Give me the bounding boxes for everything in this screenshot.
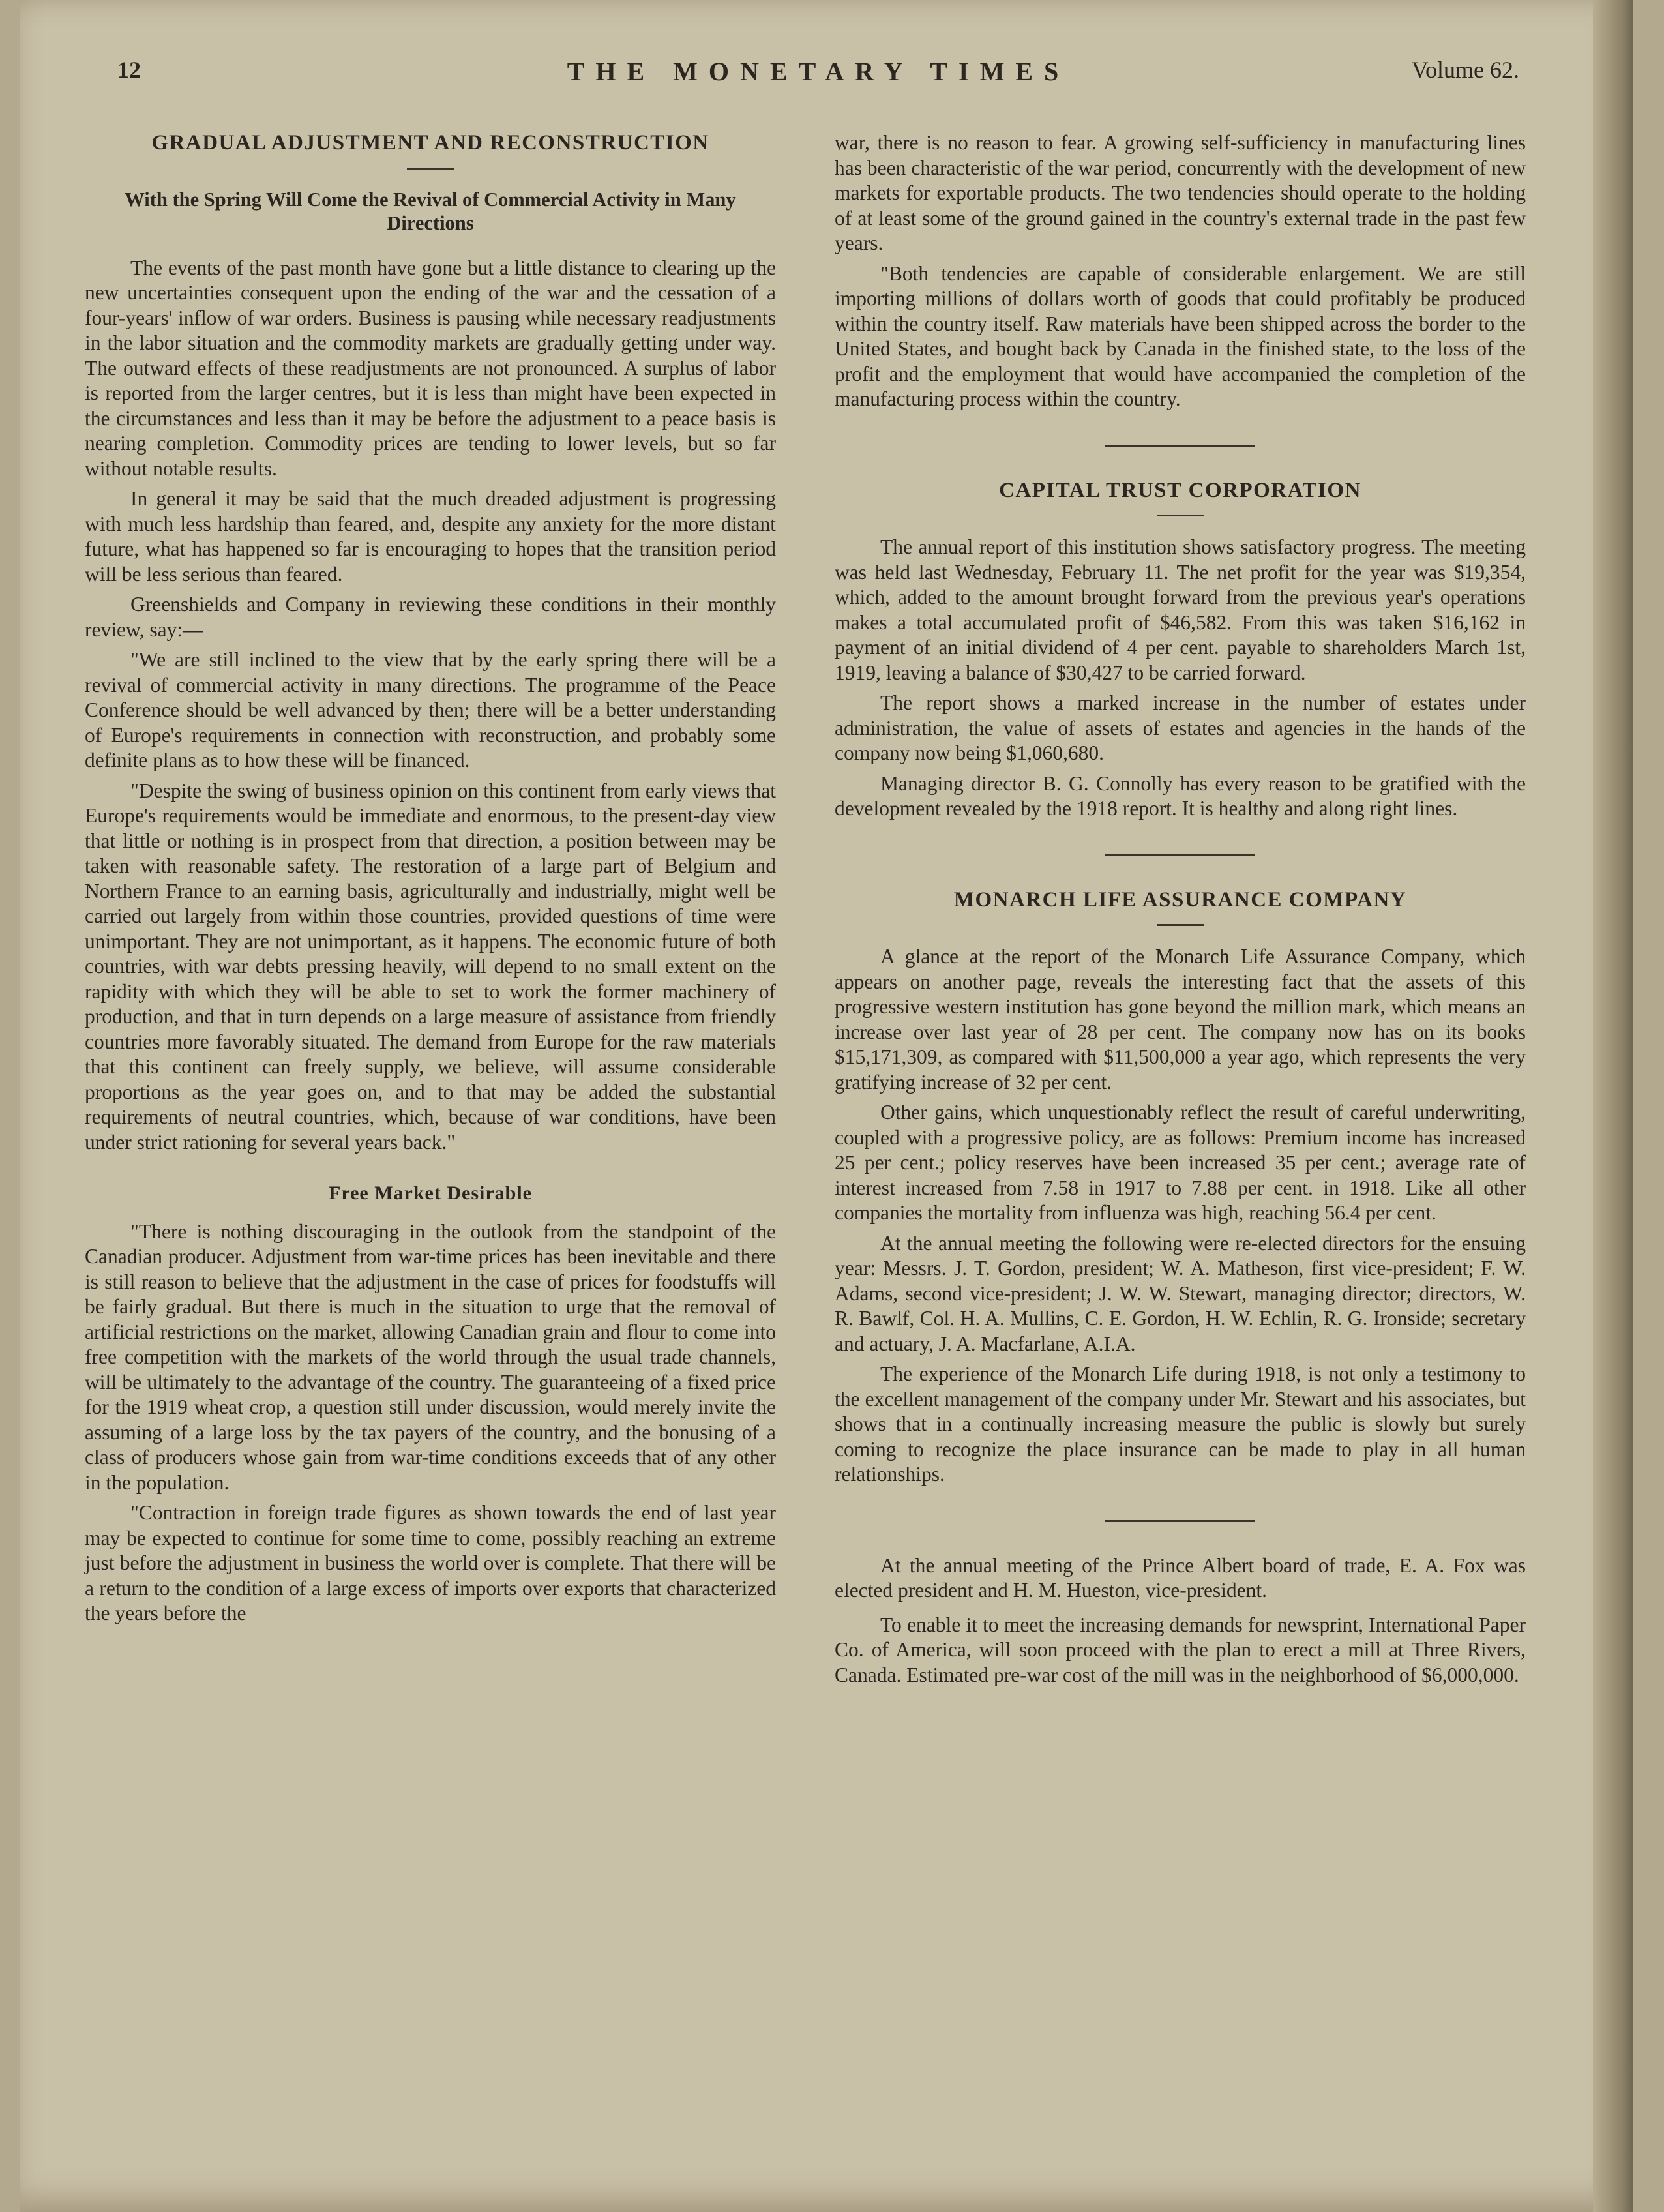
paragraph: "There is nothing discouraging in the outlook from the standpoint of the Canadian producer. Adjustment from war-time prices has been inevitable and there is still reason to believe that the adjustment in the case of prices for foodstuffs will be fairly gradual. But there is much in the situation to urge that the removal of artificial restrictions on the market, allowing Canadian grain and flour to come into free competition with the markets of the world through the usual trade channels, will be ultimately to the advantage of the country. The guaranteeing of a fixed price for the 1919 wheat crop, a question still under discussion, would merely invite the assuming of a large loss by the tax payers of the country, and the bonusing of a class of producers whose gain from war-time conditions exceeds that of any other in the population. (85, 1219, 776, 1494)
paragraph: The events of the past month have gone but a little distance to clearing up the new uncertainties consequent upon the ending of the war and the cessation of a four-years' inflow of war orders. Business is pausing while necessary readjustments in the labor situation and the commodity markets are gradually getting under way. The outward effects of these readjustments are not pronounced. A surplus of labor is reported from the larger centres, but it is less than might have been expected in the circumstances and less than it may be before the adjustment to a peace basis is nearing completion. Commodity prices are tending to lower levels, but so far without notable results. (85, 256, 776, 480)
section-divider (1105, 445, 1255, 447)
page-header (117, 56, 1519, 95)
title-rule (1157, 924, 1204, 926)
paragraph: In general it may be said that the much dreaded adjustment is progressing with much less hardship than feared, and, despite any anxiety for the more distant future, what has happened so far is encouraging to hopes that the transition period will be less serious than feared. (85, 487, 776, 586)
paragraph: At the annual meeting the following were re-elected directors for the ensuing year: Messrs. J. T. Gordon, president; W. A. Matheson, first vice-president; F. W. Adams, second vice-president; J. W. W. Stewart, managing director; directors, W. R. Bawlf, Col. H. A. Mullins, C. E. Gordon, H. W. Echlin, R. G. Ironside; secretary and actuary, J. A. Macfarlane, A.I.A. (835, 1231, 1526, 1355)
page (20, 0, 1633, 2212)
article-title: MONARCH LIFE ASSURANCE COMPANY (953, 888, 1407, 912)
paragraph: The annual report of this institution shows satisfactory progress. The meeting was held last Wednesday, February 11. The net profit for the year was $19,354, which, added to the amount brought forward from the previous year's operations makes a total accumulated profit of $46,582. From this was taken $16,162 in payment of an initial dividend of 4 per cent. payable to shareholders March 1st, 1919, leaving a balance of $30,427 to be carried forward. (835, 535, 1526, 684)
news-note: At the annual meeting of the Prince Albert board of trade, E. A. Fox was elected president and H. M. Hueston, vice-president. (835, 1553, 1526, 1602)
article-title: GRADUAL ADJUSTMENT AND RECONSTRUCTION (151, 131, 709, 155)
paragraph: The report shows a marked increase in the number of estates under administration, the value of assets of estates and agencies in the hands of the company now being $1,060,680. (835, 691, 1526, 764)
news-note: To enable it to meet the increasing demands for newsprint, International Paper Co. of America, will soon proceed with the plan to erect a mill at Three Rivers, Canada. Estimated pre-war cost of the mill was in the neighborhood of $6,000,000. (835, 1613, 1526, 1686)
paragraph: war, there is no reason to fear. A growing self-sufficiency in manufacturing lines has been characteristic of the war period, concurrently with the development of new markets for exportable products. The two tendencies should operate to the holding of at least some of the ground gained in the country's external trade in the past few years. (835, 131, 1526, 254)
title-rule (407, 168, 454, 170)
volume-label: Volume 62. (1411, 57, 1519, 83)
paragraph: "We are still inclined to the view that by the early spring there will be a revival of commercial activity in many directions. The programme of the Peace Conference should be well advanced by then; there will be a better understanding of Europe's requirements in connection with reconstruction, and probably some definite plans as to how these will be financed. (85, 648, 776, 771)
section-divider (1105, 854, 1255, 856)
section-divider (1105, 1520, 1255, 1522)
paragraph: "Despite the swing of business opinion on this continent from early views that Europe's requirements would be immediate and enormous, to the present-day view that little or nothing is in prospect from that direction, a position between may be taken with reasonable safety. The restoration of a large part of Belgium and Northern France to an earning basis, agriculturally and industrially, might well be carried out largely from within those countries, provided questions of time were unimportant. They are not unimportant, as it happens. The economic future of both countries, with war debts pressing heavily, will depend to no small extent on the rapidity with which they will be able to set to work the former machinery of production, and that in turn depends on a large measure of assistance from friendly countries more favorably situated. The demand from Europe for the raw materials that this continent can freely supply, we believe, will assume considerable proportions as the year goes on, and to that may be added the substantial requirements of neutral countries, which, because of war conditions, have been under strict rationing for several years back." (85, 779, 776, 1154)
article-subtitle: With the Spring Will Come the Revival of Commercial Activity in Many Directions (125, 188, 736, 234)
paragraph: Managing director B. G. Connolly has every reason to be gratified with the development revealed by the 1918 report. It is healthy and along right lines. (835, 771, 1526, 820)
article-title: CAPITAL TRUST CORPORATION (999, 478, 1361, 502)
page-number: 12 (117, 57, 141, 83)
paragraph: "Contraction in foreign trade figures as shown towards the end of last year may be expected to continue for some time to come, possibly reaching an extreme just before the adjustment in business the world over is complete. That there will be a return to the condition of a large excess of imports over exports that characterized the years before the (85, 1501, 776, 1624)
paragraph: Other gains, which unquestionably reflect the result of careful underwriting, coupled with a progressive policy, are as follows: Premium income has increased 25 per cent.; policy reserves have been increased 35 per cent.; average rate of interest increased from 7.58 in 1917 to 7.88 per cent. in 1918. Like all other companies the mortality from influenza was high, reaching 56.4 per cent. (835, 1101, 1526, 1224)
paragraph: The experience of the Monarch Life during 1918, is not only a testimony to the excellent management of the company under Mr. Stewart and his associates, but shows that in a continually increasing measure the public is slowly but surely coming to recognize the place insurance can be made to play in all human relationships. (835, 1362, 1526, 1486)
binding-spine (1593, 0, 1633, 2212)
title-rule (1157, 515, 1204, 516)
journal-title: THE MONETARY TIMES (567, 57, 1070, 86)
right-column (835, 130, 1526, 1693)
paragraph: Greenshields and Company in reviewing these conditions in their monthly review, say:— (85, 593, 776, 641)
left-column (85, 130, 776, 1632)
section-heading: Free Market Desirable (329, 1182, 532, 1204)
paragraph: "Both tendencies are capable of considerable enlargement. We are still importing millions of dollars worth of goods that could profitably be produced within the country itself. Raw materials have been shipped across the border to the United States, and bought back by Canada in the finished state, to the loss of the profit and the employment that would have accompanied the completion of the manufacturing process within the country. (835, 262, 1526, 410)
paragraph: A glance at the report of the Monarch Life Assurance Company, which appears on another page, reveals the interesting fact that the assets of this progressive western institution has gone beyond the million mark, which means an increase over last year of 28 per cent. The company now has on its books $15,171,309, as compared with $11,500,000 a year ago, which represents the very gratifying increase of 32 per cent. (835, 945, 1526, 1094)
